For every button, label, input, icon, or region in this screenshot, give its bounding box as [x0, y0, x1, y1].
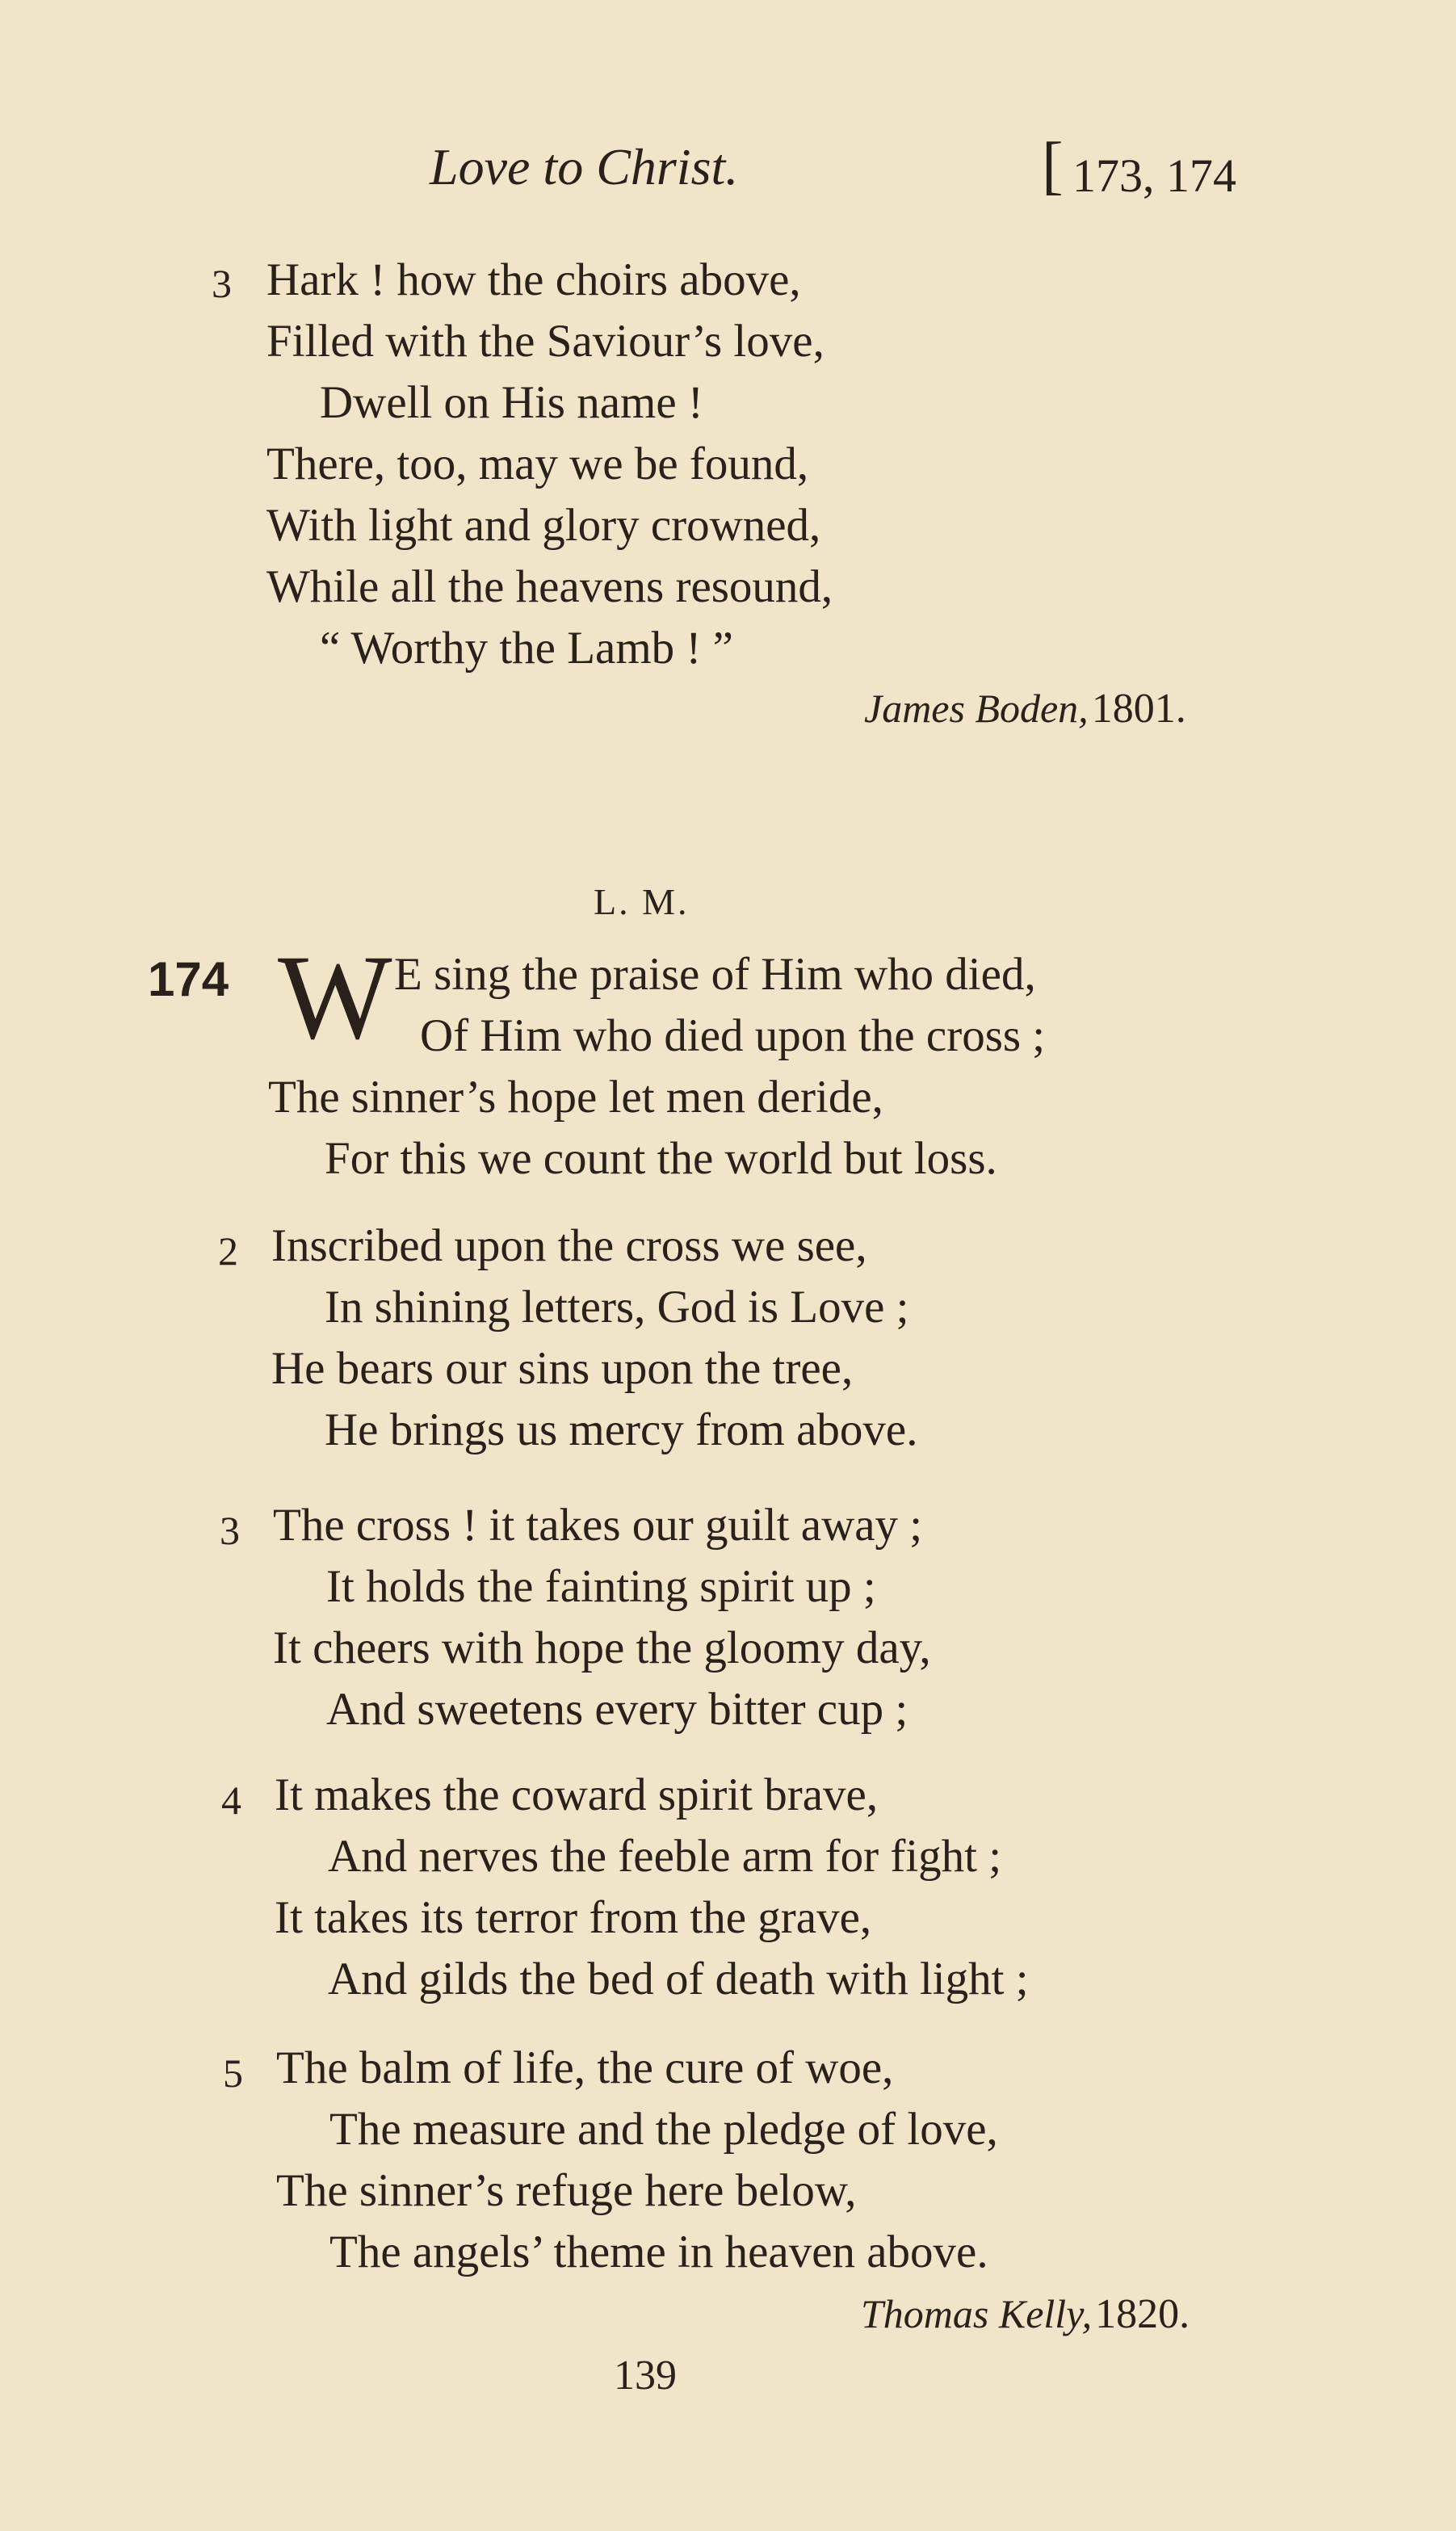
page-bracket: [ — [1042, 130, 1064, 201]
verse-line: He bears our sins upon the tree, — [271, 1343, 854, 1394]
attribution — [861, 2290, 1190, 2338]
verse-line: The sinner’s refuge here below, — [276, 2165, 857, 2216]
verse-line: There, too, may we be found, — [266, 439, 809, 489]
verse-line: The balm of life, the cure of woe, — [276, 2042, 894, 2093]
author-year: 1801. — [1091, 686, 1186, 732]
verse-line: He brings us mercy from above. — [325, 1404, 918, 1455]
verse-line: It holds the fainting spirit up ; — [326, 1561, 876, 1612]
verse-line: The cross ! it takes our guilt away ; — [273, 1500, 923, 1551]
verse-line: It makes the coward spirit brave, — [275, 1769, 879, 1820]
author-name: Thomas Kelly, — [861, 2291, 1093, 2336]
verse-line: Inscribed upon the cross we see, — [271, 1220, 867, 1271]
author-name: James Boden, — [864, 686, 1089, 731]
verse-line: And sweetens every bitter cup ; — [326, 1684, 908, 1735]
running-title: Love to Christ. — [430, 138, 739, 195]
author-year: 1820. — [1095, 2291, 1190, 2337]
verse-line: E sing the praise of Him who died, — [394, 949, 1036, 1000]
verse-line: While all the heavens resound, — [266, 561, 833, 612]
verse-line: It cheers with hope the gloomy day, — [273, 1622, 931, 1673]
verse-line: The measure and the pledge of love, — [329, 2104, 998, 2155]
verse-line: And gilds the bed of death with light ; — [328, 1954, 1029, 2004]
hymn-number: 174 — [148, 952, 229, 1006]
verse-line: Hark ! how the choirs above, — [266, 254, 801, 305]
verse-line: Dwell on His name ! — [320, 377, 703, 428]
page-number: 139 — [614, 2353, 677, 2399]
verse-line: With light and glory crowned, — [266, 500, 821, 551]
page-hymn-numbers: 173, 174 — [1072, 149, 1236, 202]
verse-line: Filled with the Saviour’s love, — [266, 316, 825, 367]
verse-number: 5 — [223, 2050, 243, 2096]
verse-line: For this we count the world but loss. — [325, 1133, 997, 1184]
verse-line: “ Worthy the Lamb ! ” — [320, 623, 733, 674]
verse-line: It takes its terror from the grave, — [275, 1892, 872, 1943]
meter-label: L. M. — [594, 881, 690, 922]
verse-number: 2 — [218, 1228, 238, 1274]
drop-cap: W — [278, 930, 392, 1064]
verse-line: The sinner’s hope let men deride, — [268, 1072, 883, 1123]
verse-number: 3 — [212, 261, 232, 306]
verse-number: 4 — [221, 1778, 241, 1823]
verse-number: 3 — [220, 1508, 240, 1553]
verse-line: And nerves the feeble arm for fight ; — [328, 1831, 1002, 1882]
verse-line: Of Him who died upon the cross ; — [420, 1010, 1046, 1061]
attribution — [864, 685, 1186, 732]
verse-line: In shining letters, God is Love ; — [325, 1282, 909, 1333]
verse-line: The angels’ theme in heaven above. — [329, 2227, 988, 2277]
